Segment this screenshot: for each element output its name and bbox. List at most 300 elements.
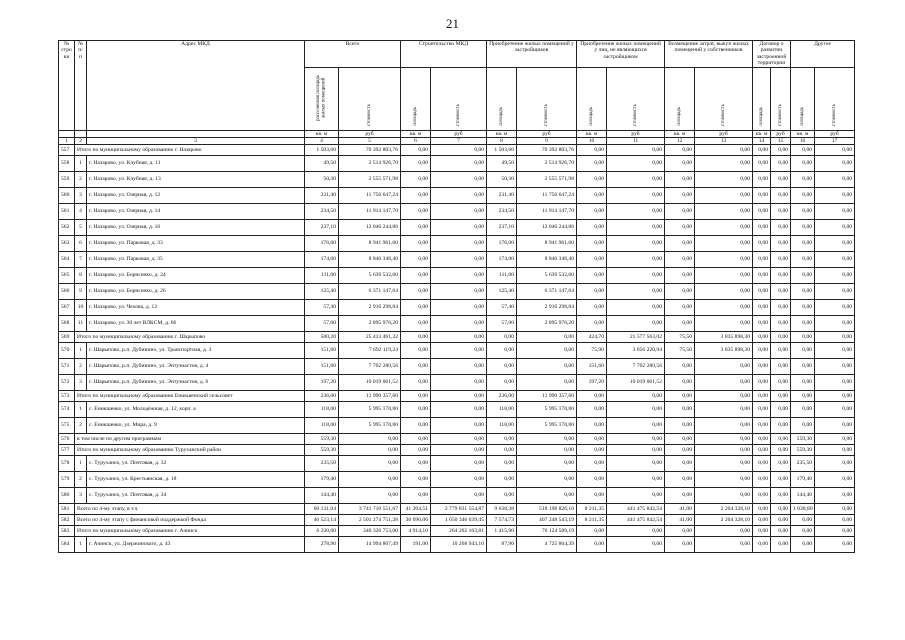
value-cell: 0,00 [431, 172, 487, 188]
value-cell: 0,00 [431, 445, 487, 456]
header-row-top [59, 41, 855, 68]
value-cell: 500,20 [305, 332, 339, 343]
row-number-cell: 582 [59, 515, 75, 526]
value-cell: 0,00 [431, 343, 487, 359]
value-cell: 0,00 [815, 445, 855, 456]
value-cell: 6 330,00 [305, 526, 339, 537]
row-number-cell: 557 [59, 145, 75, 156]
value-cell: 75,90 [577, 343, 607, 359]
row-number-cell: 574 [59, 402, 75, 418]
value-cell: 0,00 [753, 391, 771, 402]
value-cell: 0,00 [665, 204, 695, 220]
address-cell: г. Назарово, ул. Озерная, д. 16 [87, 220, 305, 236]
value-cell: 0,00 [577, 220, 607, 236]
address-cell: г. Шарыпово, р.п. Дубинино, ул. Транспортная, д. 3 [87, 343, 305, 359]
header-pp: № п/п [75, 41, 87, 131]
value-cell: 0,00 [577, 537, 607, 553]
value-cell: 0,00 [791, 220, 815, 236]
value-cell: 0,00 [771, 156, 791, 172]
value-cell: 0,00 [791, 515, 815, 526]
header-other: Другое [791, 41, 855, 68]
value-cell: 0,00 [791, 268, 815, 284]
pp-cell: 5 [75, 220, 87, 236]
pp-cell: 4 [75, 204, 87, 220]
value-cell: 0,00 [753, 252, 771, 268]
row-number-cell: 563 [59, 236, 75, 252]
value-cell: 0,00 [791, 332, 815, 343]
pp-cell: 2 [75, 472, 87, 488]
value-cell: 0,00 [753, 145, 771, 156]
value-cell: 6 371 147,64 [517, 284, 577, 300]
value-cell: 4 725 864,39 [517, 537, 577, 553]
value-cell: 231,40 [487, 188, 517, 204]
value-cell: 0,00 [753, 504, 771, 515]
value-cell: 6 371 147,64 [339, 284, 401, 300]
value-cell: 2 204 328,10 [695, 515, 753, 526]
value-cell: 0,00 [517, 343, 577, 359]
value-cell: 0,00 [401, 156, 431, 172]
value-cell: 0,00 [791, 300, 815, 316]
header-development-contract: Договор о развитии застроенной территории [753, 41, 791, 68]
value-cell: 0,00 [577, 172, 607, 188]
row-number-cell: 580 [59, 488, 75, 504]
value-cell: 0,00 [753, 316, 771, 332]
value-cell: 0,00 [401, 188, 431, 204]
column-number: 7 [431, 138, 487, 145]
value-cell: 25 413 461,32 [339, 332, 401, 343]
value-cell: 0,00 [487, 343, 517, 359]
value-cell: 0,00 [753, 204, 771, 220]
value-cell: 0,00 [791, 252, 815, 268]
value-cell: 2 916 298,84 [517, 300, 577, 316]
pp-cell: 6 [75, 236, 87, 252]
value-cell: 0,00 [401, 252, 431, 268]
value-cell: 0,00 [431, 188, 487, 204]
value-cell: 0,00 [401, 204, 431, 220]
value-cell: 179,40 [791, 472, 815, 488]
value-cell: 0,00 [771, 236, 791, 252]
value-cell: 0,00 [431, 284, 487, 300]
sub-header: стоимость [339, 67, 401, 130]
table-row [59, 343, 855, 359]
value-cell: 0,00 [577, 418, 607, 434]
value-cell: 0,00 [695, 402, 753, 418]
value-cell: 0,00 [339, 456, 401, 472]
value-cell: 118,00 [487, 418, 517, 434]
value-cell: 0,00 [339, 488, 401, 504]
table-row [59, 204, 855, 220]
value-cell: 0,00 [791, 537, 815, 553]
resettlement-table [58, 40, 855, 553]
value-cell: 8 840 348,40 [339, 252, 401, 268]
sub-header: стоимость [695, 67, 753, 130]
value-cell: 176,00 [305, 236, 339, 252]
value-cell: 0,00 [401, 402, 431, 418]
unit-cell: руб [517, 131, 577, 138]
value-cell: 2 916 298,84 [339, 300, 401, 316]
value-cell: 41,00 [665, 515, 695, 526]
value-cell: 1 650 346 039,45 [431, 515, 487, 526]
value-cell: 0,00 [771, 391, 791, 402]
value-cell: 0,00 [815, 504, 855, 515]
value-cell: 0,00 [791, 204, 815, 220]
value-cell: 0,00 [665, 145, 695, 156]
value-cell: 7 574,73 [487, 515, 517, 526]
column-number: 1 [59, 138, 75, 145]
value-cell: 0,00 [695, 220, 753, 236]
value-cell: 0,00 [401, 343, 431, 359]
header-compensation: Возмещение затрат, выкуп жилых помещений у собственников [665, 41, 753, 68]
table-row [59, 359, 855, 375]
row-number-cell: 576 [59, 434, 75, 445]
unit-cell: руб [607, 131, 665, 138]
value-cell: 30 696,06 [401, 515, 431, 526]
value-cell: 0,00 [487, 488, 517, 504]
value-cell: 0,00 [815, 515, 855, 526]
value-cell: 0,00 [607, 300, 665, 316]
pp-cell: 3 [75, 375, 87, 391]
value-cell: 11 990 357,60 [517, 391, 577, 402]
total-label-cell: Итого по муниципальному образованию г. Назарово [75, 145, 305, 156]
pp-cell: 2 [75, 418, 87, 434]
value-cell: 0,00 [791, 172, 815, 188]
address-cell: г. Назарово, ул. 30 лет ВЛКСМ, д. 66 [87, 316, 305, 332]
value-cell: 0,00 [431, 375, 487, 391]
value-cell: 0,00 [695, 456, 753, 472]
table-row [59, 472, 855, 488]
value-cell: 197,20 [577, 375, 607, 391]
value-cell: 235,50 [791, 456, 815, 472]
value-cell: 12 046 244,86 [339, 220, 401, 236]
header-purchase-other: Приобретение жилых помещений у лиц, не являющихся застройщиком [577, 41, 665, 68]
value-cell: 0,00 [401, 391, 431, 402]
value-cell: 0,00 [401, 172, 431, 188]
pp-cell: 8 [75, 268, 87, 284]
value-cell: 0,00 [815, 236, 855, 252]
row-number-cell: 575 [59, 418, 75, 434]
value-cell: 0,00 [815, 456, 855, 472]
value-cell: 0,00 [577, 300, 607, 316]
value-cell: 0,00 [577, 204, 607, 220]
pp-cell: 10 [75, 300, 87, 316]
row-number-cell: 558 [59, 156, 75, 172]
value-cell: 174,00 [487, 252, 517, 268]
address-cell: г. Назарово, ул. Парковая, д. 33 [87, 236, 305, 252]
column-number: 2 [75, 138, 87, 145]
value-cell: 0,00 [753, 332, 771, 343]
value-cell: 0,00 [607, 145, 665, 156]
unit-cell: кв. м [753, 131, 771, 138]
value-cell: 0,00 [517, 375, 577, 391]
value-cell: 0,00 [431, 300, 487, 316]
value-cell: 0,00 [753, 220, 771, 236]
address-cell: г. Ачинск, ул. Дзержинского, д. 43 [87, 537, 305, 553]
value-cell: 0,00 [815, 434, 855, 445]
value-cell: 0,00 [401, 418, 431, 434]
table-header [59, 41, 855, 145]
table-row [59, 284, 855, 300]
value-cell: 0,00 [431, 220, 487, 236]
value-cell: 0,00 [695, 156, 753, 172]
value-cell: 3 835 898,30 [695, 343, 753, 359]
value-cell: 0,00 [753, 268, 771, 284]
address-cell: с. Туруханск, ул. Почтовая, д. 32 [87, 456, 305, 472]
column-number: 12 [665, 138, 695, 145]
value-cell: 0,00 [607, 445, 665, 456]
value-cell: 0,00 [401, 268, 431, 284]
value-cell: 0,00 [431, 359, 487, 375]
value-cell: 0,00 [517, 332, 577, 343]
sub-header: стоимость [815, 67, 855, 130]
value-cell: 5 639 532,60 [339, 268, 401, 284]
value-cell: 0,00 [771, 188, 791, 204]
value-cell: 0,00 [815, 300, 855, 316]
value-cell: 0,00 [753, 375, 771, 391]
value-cell: 264 202 163,81 [431, 526, 487, 537]
table-row-total [59, 504, 855, 515]
value-cell: 0,00 [401, 332, 431, 343]
value-cell: 0,00 [665, 526, 695, 537]
page-number: 21 [446, 16, 459, 31]
value-cell: 0,00 [487, 434, 517, 445]
value-cell: 0,00 [401, 359, 431, 375]
value-cell: 0,00 [695, 445, 753, 456]
value-cell: 0,00 [753, 188, 771, 204]
value-cell: 0,00 [815, 252, 855, 268]
value-cell: 0,00 [791, 402, 815, 418]
value-cell: 50,30 [487, 172, 517, 188]
row-number-cell: 569 [59, 332, 75, 343]
value-cell: 0,00 [577, 526, 607, 537]
value-cell: 0,00 [577, 156, 607, 172]
value-cell: 0,00 [771, 537, 791, 553]
unit-cell: руб [695, 131, 753, 138]
row-number-cell: 570 [59, 343, 75, 359]
value-cell: 8 211,35 [577, 515, 607, 526]
value-cell: 0,00 [791, 188, 815, 204]
value-cell: 125,40 [305, 284, 339, 300]
value-cell: 2 555 571,98 [339, 172, 401, 188]
value-cell: 0,00 [665, 268, 695, 284]
value-cell: 0,00 [771, 515, 791, 526]
table-row [59, 268, 855, 284]
row-number-cell: 578 [59, 456, 75, 472]
address-cell: г. Шарыпово, р.п. Дубинино, ул. Энтузиастов, д. 4 [87, 359, 305, 375]
value-cell: 0,00 [607, 391, 665, 402]
value-cell: 0,00 [815, 391, 855, 402]
value-cell: 0,00 [815, 268, 855, 284]
value-cell: 0,00 [753, 343, 771, 359]
value-cell: 87,90 [487, 537, 517, 553]
value-cell: 0,00 [577, 402, 607, 418]
column-number: 11 [607, 138, 665, 145]
value-cell: 278,90 [305, 537, 339, 553]
sub-header: площадь [487, 67, 517, 130]
value-cell: 197,20 [305, 375, 339, 391]
value-cell: 0,00 [487, 332, 517, 343]
value-cell: 0,00 [791, 418, 815, 434]
value-cell: 9 638,38 [487, 504, 517, 515]
value-cell: 0,00 [517, 434, 577, 445]
value-cell: 340 326 753,00 [339, 526, 401, 537]
value-cell: 0,00 [695, 359, 753, 375]
value-cell: 0,00 [665, 472, 695, 488]
value-cell: 0,00 [607, 316, 665, 332]
value-cell: 0,00 [815, 220, 855, 236]
value-cell: 57,40 [487, 300, 517, 316]
value-cell: 0,00 [753, 434, 771, 445]
value-cell: 0,00 [815, 188, 855, 204]
column-number: 10 [577, 138, 607, 145]
column-number: 3 [87, 138, 305, 145]
table-row [59, 252, 855, 268]
value-cell: 0,00 [431, 145, 487, 156]
value-cell: 0,00 [401, 316, 431, 332]
total-label-cell: Итого по муниципальному образованию г. Шарыпово [75, 332, 305, 343]
value-cell: 0,00 [487, 445, 517, 456]
value-cell: 559,30 [305, 434, 339, 445]
value-cell: 0,00 [753, 236, 771, 252]
value-cell: 0,00 [771, 526, 791, 537]
value-cell: 0,00 [665, 300, 695, 316]
value-cell: 0,00 [577, 145, 607, 156]
value-cell: 0,00 [695, 252, 753, 268]
value-cell: 0,00 [815, 472, 855, 488]
value-cell: 424,70 [577, 332, 607, 343]
value-cell: 234,50 [305, 204, 339, 220]
table-row [59, 316, 855, 332]
value-cell: 0,00 [607, 268, 665, 284]
total-label-cell: Итого по муниципальному образованию г. Ачинск [75, 526, 305, 537]
value-cell: 50,30 [305, 172, 339, 188]
value-cell: 0,00 [431, 156, 487, 172]
value-cell: 0,00 [517, 445, 577, 456]
value-cell: 0,00 [815, 418, 855, 434]
value-cell: 0,00 [771, 268, 791, 284]
value-cell: 0,00 [607, 236, 665, 252]
pp-cell: 2 [75, 359, 87, 375]
value-cell: 0,00 [695, 472, 753, 488]
value-cell: 3 835 898,30 [695, 332, 753, 343]
value-cell: 0,00 [607, 188, 665, 204]
column-number: 14 [753, 138, 771, 145]
value-cell: 57,00 [487, 316, 517, 332]
value-cell: 0,00 [607, 252, 665, 268]
address-cell: г. Назарово, ул. Борисенко, д. 26 [87, 284, 305, 300]
value-cell: 0,00 [815, 359, 855, 375]
column-number: 15 [771, 138, 791, 145]
value-cell: 235,50 [305, 456, 339, 472]
value-cell: 0,00 [665, 156, 695, 172]
value-cell: 0,00 [753, 418, 771, 434]
sub-header: стоимость [607, 67, 665, 130]
value-cell: 0,00 [431, 332, 487, 343]
value-cell: 0,00 [791, 316, 815, 332]
table-row [59, 300, 855, 316]
value-cell: 76 124 589,19 [517, 526, 577, 537]
value-cell: 118,00 [305, 402, 339, 418]
value-cell: 0,00 [401, 445, 431, 456]
total-label-cell: в том числе по другим программам [75, 434, 305, 445]
value-cell: 0,00 [665, 359, 695, 375]
row-number-cell: 572 [59, 375, 75, 391]
value-cell: 118,00 [305, 418, 339, 434]
value-cell: 0,00 [791, 284, 815, 300]
address-cell: с. Туруханск, ул. Почтовая, д. 34 [87, 488, 305, 504]
value-cell: 0,00 [753, 488, 771, 504]
value-cell: 0,00 [431, 472, 487, 488]
sub-header: стоимость [771, 67, 791, 130]
value-cell: 1 503,60 [305, 145, 339, 156]
value-cell: 0,00 [577, 268, 607, 284]
value-cell: 0,00 [577, 488, 607, 504]
address-cell: г. Назарово, ул. Борисенко, д. 24 [87, 268, 305, 284]
value-cell: 0,00 [517, 488, 577, 504]
value-cell: 0,00 [607, 472, 665, 488]
pp-cell: 2 [75, 172, 87, 188]
value-cell: 41,00 [665, 504, 695, 515]
address-cell: г. Назарово, ул. Парковая, д. 35 [87, 252, 305, 268]
value-cell: 0,00 [771, 456, 791, 472]
value-cell: 0,00 [695, 145, 753, 156]
value-cell: 0,00 [339, 445, 401, 456]
row-number-cell: 581 [59, 504, 75, 515]
value-cell: 0,00 [401, 284, 431, 300]
header-address: Адрес МКД [87, 41, 305, 131]
value-cell: 0,00 [665, 236, 695, 252]
row-number-cell: 577 [59, 445, 75, 456]
value-cell: 0,00 [695, 537, 753, 553]
value-cell: 144,40 [305, 488, 339, 504]
value-cell: 0,00 [753, 537, 771, 553]
value-cell: 0,00 [401, 456, 431, 472]
value-cell: 559,30 [791, 445, 815, 456]
value-cell: 111,00 [305, 268, 339, 284]
value-cell: 0,00 [815, 145, 855, 156]
value-cell: 0,00 [577, 472, 607, 488]
value-cell: 0,00 [815, 488, 855, 504]
value-cell: 0,00 [517, 472, 577, 488]
value-cell: 0,00 [431, 402, 487, 418]
value-cell: 111,00 [487, 268, 517, 284]
value-cell: 10 019 061,52 [607, 375, 665, 391]
value-cell: 46 523,14 [305, 515, 339, 526]
column-number: 9 [517, 138, 577, 145]
value-cell: 14 994 807,49 [339, 537, 401, 553]
unit-cell: руб [431, 131, 487, 138]
unit-cell: руб [339, 131, 401, 138]
value-cell: 0,00 [487, 456, 517, 472]
value-cell: 118,00 [487, 402, 517, 418]
value-cell: 49,50 [305, 156, 339, 172]
row-number-cell: 584 [59, 537, 75, 553]
value-cell: 0,00 [607, 284, 665, 300]
value-cell: 41 204,51 [401, 504, 431, 515]
value-cell: 0,00 [771, 359, 791, 375]
unit-cell: руб [815, 131, 855, 138]
value-cell: 0,00 [771, 252, 791, 268]
value-cell: 0,00 [771, 472, 791, 488]
value-cell: 0,00 [771, 204, 791, 220]
pp-cell: 1 [75, 402, 87, 418]
table-row-total [59, 434, 855, 445]
value-cell: 0,00 [431, 434, 487, 445]
value-cell: 75,50 [665, 343, 695, 359]
row-number-cell: 571 [59, 359, 75, 375]
sub-header: площадь [401, 67, 431, 130]
row-number-cell: 568 [59, 316, 75, 332]
value-cell: 407 248 543,19 [517, 515, 577, 526]
